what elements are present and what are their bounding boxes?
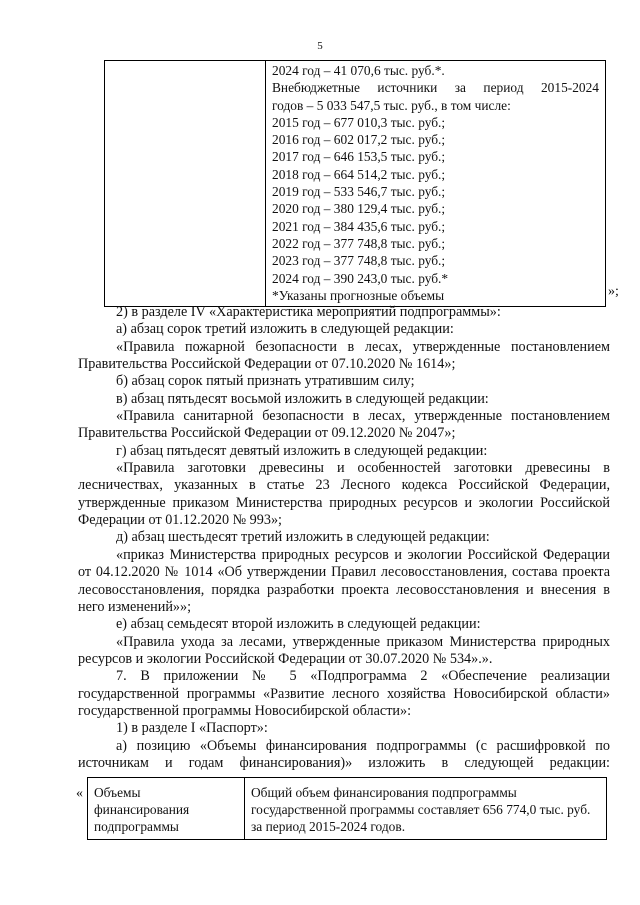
paragraph: в) абзац пятьдесят восьмой изложить в следующей редакции:: [116, 390, 489, 407]
financing-position-table: [87, 777, 607, 840]
paragraph: 7. В приложении № 5 «Подпрограмма 2 «Обеспечение реализации государственной программы «Развитие лесного хозяйства Новосибирской области» государственной программы Новосибирской области»:: [78, 668, 610, 719]
paragraph: е) абзац семьдесят второй изложить в следующей редакции:: [116, 616, 481, 633]
table-label-cell-empty: [105, 61, 266, 307]
opening-quote-mark: «: [76, 786, 83, 801]
paragraph: «Правила санитарной безопасности в лесах, утвержденные постановлением Правительства Российской Федерации от 09.12.2020 № 2047»;: [78, 408, 610, 442]
position-label-cell: Объемы финансирования подпрограммы: [88, 778, 245, 840]
paragraph: «Правила пожарной безопасности в лесах, утвержденные постановлением Правительства Российской Федерации от 07.10.2020 № 1614»;: [78, 338, 610, 373]
table-line: 2017 год – 646 153,5 тыс. руб.;: [272, 149, 446, 165]
document-body: [78, 304, 610, 772]
table-line: 2015 год – 677 010,3 тыс. руб.;: [272, 114, 446, 130]
table-line: 2022 год – 377 748,8 тыс. руб.;: [272, 235, 446, 251]
paragraph: 1) в разделе I «Паспорт»:: [116, 720, 268, 737]
table-footnote: *Указаны прогнозные объемы: [272, 287, 445, 303]
table-line: 2021 год – 384 435,6 тыс. руб.;: [272, 218, 446, 234]
table-line: Внебюджетные источники за период 2015-2024: [272, 80, 599, 96]
paragraph: а) абзац сорок третий изложить в следующей редакции:: [116, 321, 454, 338]
paragraph: «приказ Министерства природных ресурсов и экологии Российской Федерации от 04.12.2020 № 1014 «Об утверждении Правил лесовосстановления, состава проекта лесовосстановления, порядка разработки проекта лесовосстановления и внесения в него изменений»»;: [78, 546, 610, 615]
paragraph: а) позицию «Объемы финансирования подпрограммы (с расшифровкой по источникам и годам финансирования)» изложить в следующей редакции:: [78, 737, 610, 771]
paragraph: 2) в разделе IV «Характеристика мероприятий подпрограммы»:: [116, 304, 501, 320]
table-value-cell: [266, 61, 606, 307]
paragraph: б) абзац сорок пятый признать утратившим силу;: [116, 373, 415, 390]
paragraph: д) абзац шестьдесят третий изложить в следующей редакции:: [116, 529, 490, 546]
table-line: 2024 год – 41 070,6 тыс. руб.*.: [272, 63, 445, 78]
table-line: 2018 год – 664 514,2 тыс. руб.;: [272, 166, 446, 182]
table-line: 2020 год – 380 129,4 тыс. руб.;: [272, 201, 446, 217]
closing-quote-mark: »;: [608, 284, 619, 299]
table-line: 2023 год – 377 748,8 тыс. руб.;: [272, 253, 446, 269]
paragraph: «Правила ухода за лесами, утвержденные приказом Министерства природных ресурсов и экологии Российской Федерации от 30.07.2020 № 534».».: [78, 633, 610, 667]
table-line: 2024 год – 390 243,0 тыс. руб.*: [272, 270, 449, 286]
paragraph: «Правила заготовки древесины и особенностей заготовки древесины в лесничествах, указанных в статье 23 Лесного кодекса Российской Федерации, утвержденные приказом Министерства природных ресурсов и экологии Российской Федерации от 01.12.2020 № 993»;: [78, 460, 610, 529]
table-line: годов – 5 033 547,5 тыс. руб., в том числе:: [272, 97, 511, 113]
table-line: 2019 год – 533 546,7 тыс. руб.;: [272, 184, 446, 200]
paragraph: г) абзац пятьдесят девятый изложить в следующей редакции:: [116, 442, 488, 459]
page-number: 5: [317, 40, 323, 52]
financing-table-continued: [104, 60, 606, 307]
position-value-cell: Общий объем финансирования подпрограммы государственной программы составляет 656 774,0 тыс. руб. за период 2015-2024 годов.: [245, 778, 607, 840]
table-line: 2016 год – 602 017,2 тыс. руб.;: [272, 132, 446, 148]
